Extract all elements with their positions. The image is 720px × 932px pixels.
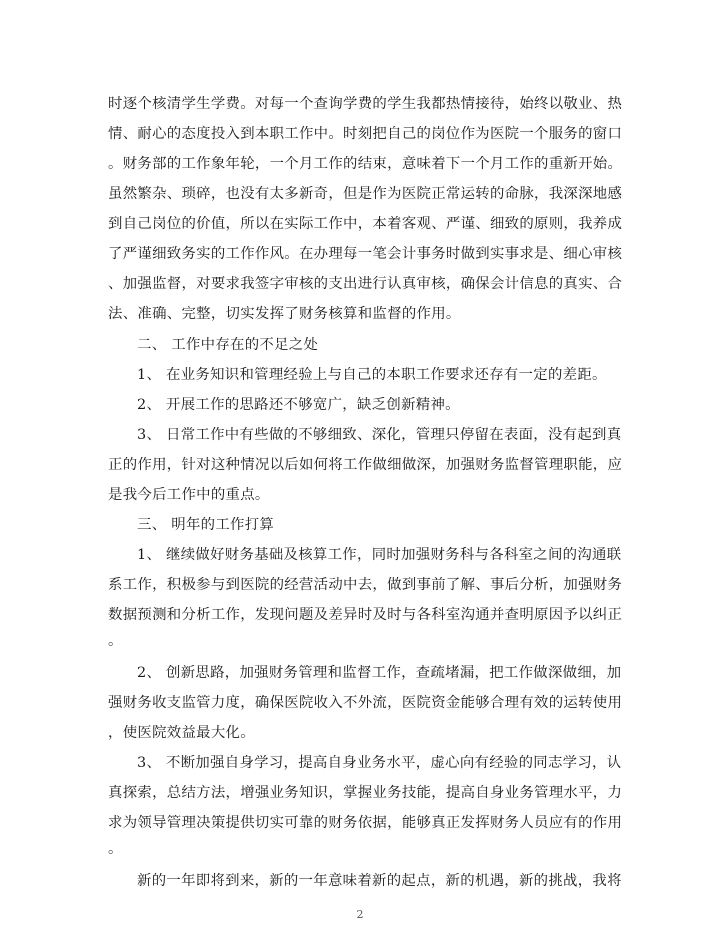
list-item-3-3-line-1: 3、 不断加强自身学习，提高自身业务水平，虚心向有经验的同志学习，认: [137, 755, 622, 771]
list-item-2-1: 1、 在业务知识和管理经验上与自己的本职工作要求还存有一定的差距。: [137, 367, 607, 383]
body-line-2: 情、耐心的态度投入到本职工作中。时刻把自己的岗位作为医院一个服务的窗口: [108, 126, 623, 142]
list-item-2-3-line-3: 是我今后工作中的重点。: [108, 487, 270, 503]
list-item-3-2-line-1: 2、 创新思路，加强财务管理和监督工作，查疏堵漏，把工作做深做细，加: [137, 665, 622, 681]
list-item-3-3-line-2: 真探索，总结方法，增强业务知识，掌握业务技能，提高自身业务管理水平，力: [108, 785, 623, 801]
list-item-3-2-line-3: ，使医院效益最大化。: [108, 725, 255, 741]
body-line-1: 时逐个核清学生学费。对每一个查询学费的学生我都热情接待，始终以敬业、热: [108, 96, 623, 112]
list-item-3-3-line-3: 求为领导管理决策提供切实可靠的财务依据，能够真正发挥财务人员应有的作用: [108, 815, 623, 831]
body-line-5: 到自己岗位的价值，所以在实际工作中，本着客观、严谨、细致的原则，我养成: [108, 216, 623, 232]
list-item-3-1-line-3: 数据预测和分析工作，发现问题及差异时及时与各科室沟通并查明原因予以纠正: [108, 607, 623, 623]
list-item-3-3-line-4: 。: [108, 841, 123, 857]
body-line-4: 虽然繁杂、琐碎，也没有太多新奇，但是作为医院正常运转的命脉，我深深地感: [108, 186, 623, 202]
section-heading-3: 三、 明年的工作打算: [137, 517, 275, 533]
closing-paragraph-line-1: 新的一年即将到来，新的一年意味着新的起点，新的机遇，新的挑战，我将: [137, 873, 622, 889]
body-line-8: 法、准确、完整，切实发挥了财务核算和监督的作用。: [108, 306, 461, 322]
list-item-3-1-line-2: 系工作，积极参与到医院的经营活动中去，做到事前了解、事后分析，加强财务: [108, 577, 623, 593]
list-item-2-2: 2、 开展工作的思路还不够宽广，缺乏创新精神。: [137, 397, 460, 413]
body-line-6: 了严谨细致务实的工作作风。在办理每一笔会计事务时做到实事求是、细心审核: [108, 246, 623, 262]
list-item-3-2-line-2: 强财务收支监管力度，确保医院收入不外流，医院资金能够合理有效的运转使用: [108, 695, 623, 711]
body-line-7: 、加强监督，对要求我签字审核的支出进行认真审核，确保会计信息的真实、合: [108, 276, 623, 292]
list-item-2-3-line-2: 正的作用，针对这种情况以后如何将工作做细做深，加强财务监督管理职能，应: [108, 457, 623, 473]
section-heading-2: 二、 工作中存在的不足之处: [137, 337, 319, 353]
page-number: 2: [356, 908, 364, 921]
list-item-2-3-line-1: 3、 日常工作中有些做的不够细致、深化，管理只停留在表面，没有起到真: [137, 427, 622, 443]
body-line-3: 。财务部的工作象年轮，一个月工作的结束，意味着下一个月工作的重新开始。: [108, 156, 623, 172]
list-item-3-1-line-1: 1、 继续做好财务基础及核算工作，同时加强财务科与各科室之间的沟通联: [137, 547, 622, 563]
list-item-3-1-line-4: 。: [108, 633, 123, 649]
